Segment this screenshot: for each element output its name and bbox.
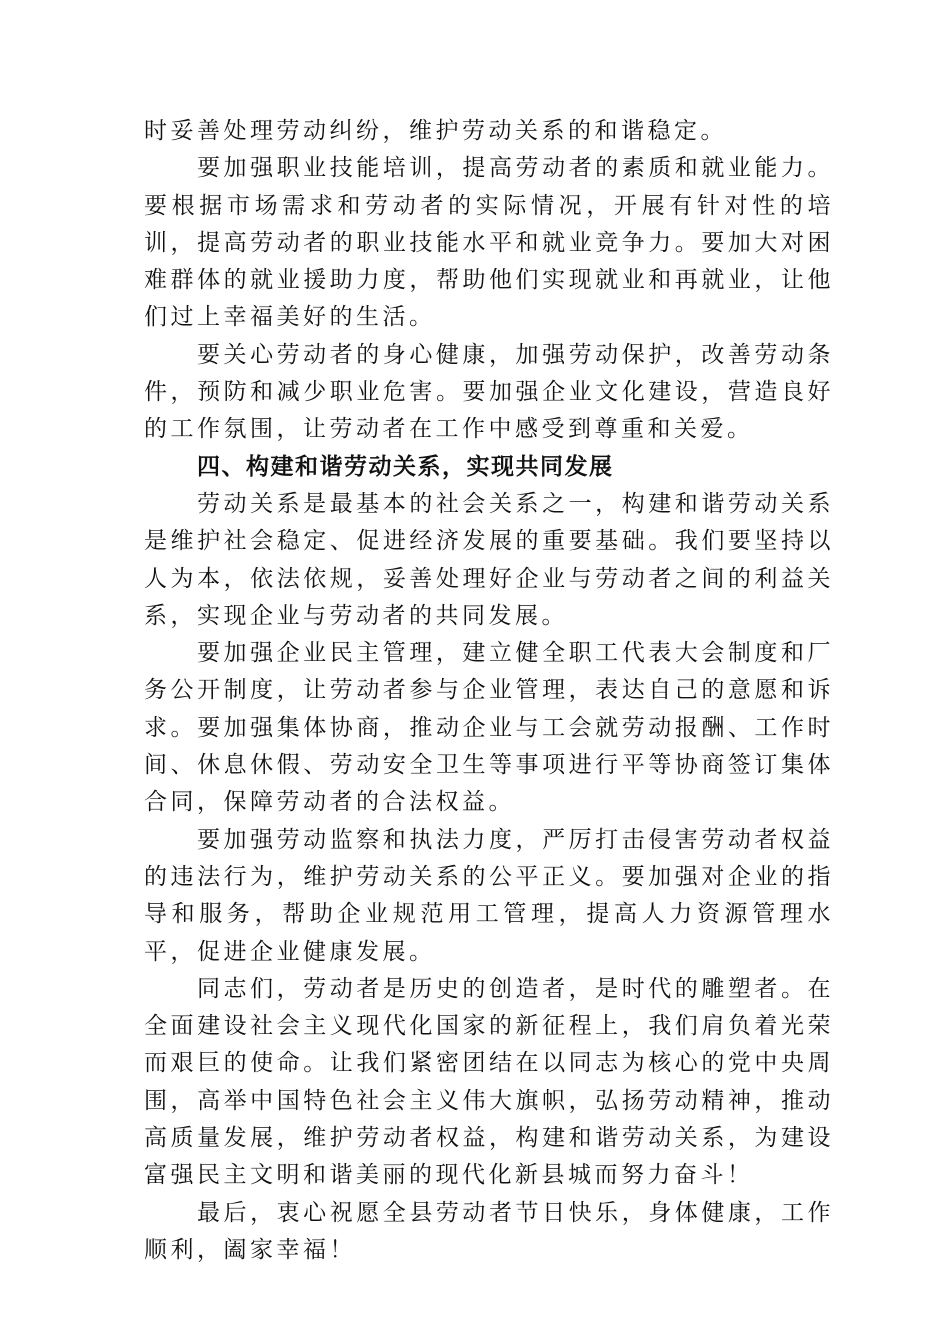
paragraph-closing-wishes: 最后，衷心祝愿全县劳动者节日快乐，身体健康，工作顺利，阖家幸福！ [144, 1199, 834, 1263]
paragraph-democratic-management: 要加强企业民主管理，建立健全职工代表大会制度和厂务公开制度，让劳动者参与企业管理，表达自己的意愿和诉求。要加强集体协商，推动企业与工会就劳动报酬、工作时间、休息休假、劳动安全卫生等事项进行平等协商签订集体合同，保障劳动者的合法权益。 [144, 640, 834, 816]
paragraph-comrades: 同志们，劳动者是历史的创造者，是时代的雕塑者。在全面建设社会主义现代化国家的新征程上，我们肩负着光荣而艰巨的使命。让我们紧密团结在以同志为核心的党中央周围，高举中国特色社会主义伟大旗帜，弘扬劳动精神，推动高质量发展，维护劳动者权益，构建和谐劳动关系，为建设富强民主文明和谐美丽的现代化新县城而努力奋斗！ [144, 975, 834, 1189]
document-body [144, 113, 834, 1269]
paragraph-worker-health: 要关心劳动者的身心健康，加强劳动保护，改善劳动条件，预防和减少职业危害。要加强企业文化建设，营造良好的工作氛围，让劳动者在工作中感受到尊重和关爱。 [144, 341, 834, 443]
section-heading: 四、构建和谐劳动关系，实现共同发展 [197, 453, 614, 480]
paragraph-labor-relations: 劳动关系是最基本的社会关系之一，构建和谐劳动关系是维护社会稳定、促进经济发展的重要基础。我们要坚持以人为本，依法依规，妥善处理好企业与劳动者之间的利益关系，实现企业与劳动者的共同发展。 [144, 490, 834, 629]
paragraph-skills-training: 要加强职业技能培训，提高劳动者的素质和就业能力。要根据市场需求和劳动者的实际情况，开展有针对性的培训，提高劳动者的职业技能水平和就业竞争力。要加大对困难群体的就业援助力度，帮助他们实现就业和再就业，让他们过上幸福美好的生活。 [144, 155, 834, 331]
paragraph-labor-inspection: 要加强劳动监察和执法力度，严厉打击侵害劳动者权益的违法行为，维护劳动关系的公平正义。要加强对企业的指导和服务，帮助企业规范用工管理，提高人力资源管理水平，促进企业健康发展。 [144, 826, 834, 965]
paragraph-continued: 时妥善处理劳动纠纷，维护劳动关系的和谐稳定。 [144, 118, 727, 144]
